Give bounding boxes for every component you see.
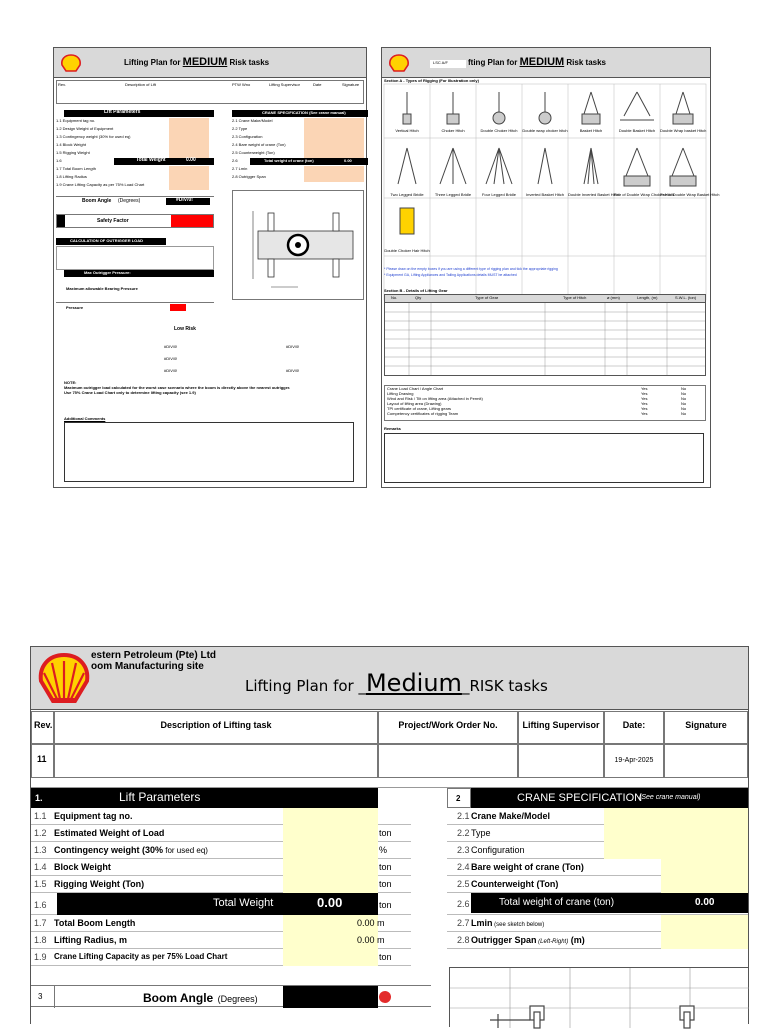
page-1-title: Lifting Plan for MEDIUM Risk tasks (124, 56, 270, 68)
page-1-additional-comments-label: Additional Comments (64, 416, 106, 421)
page-1-pressure: Pressure (56, 302, 214, 312)
page-1-notes: NOTE: Maximum outrigger load calculated for the worst case scenario where the boom is directly above the nearest outrigger. Use 75% Crane Load Chart only to determine lifting capacity (see 1.9) (64, 380, 291, 395)
supervisor-header: Lifting Supervisor (518, 711, 604, 744)
counterweight-input[interactable] (661, 876, 748, 893)
page-1-boom-angle: Boom Angle (Degrees) #DIV/0! (56, 196, 214, 206)
page-1-crane-spec-title: CRANE SPECIFICATION (See crane manual) (232, 110, 368, 117)
supervisor-value[interactable] (518, 744, 604, 778)
estimated-weight-input[interactable] (283, 825, 378, 842)
lift-row-1-1: 1.1 Equipment tag no. (31, 808, 411, 825)
page-1-crane-input-cells (304, 118, 364, 158)
error-indicator-icon (379, 991, 391, 1003)
title-band (31, 647, 748, 710)
page-title: Lifting Plan for _Medium_RISK tasks (245, 669, 548, 697)
crane-row-2-6-total: 2.6 Total weight of crane (ton) 0.00 (447, 893, 748, 915)
page-1-lift-input-cells (169, 118, 209, 158)
page-1-header (54, 48, 366, 78)
description-value[interactable] (54, 744, 378, 778)
crane-row-2-1: 2.1 Crane Make/Model (447, 808, 748, 825)
page-1-outrigger-sketch (232, 190, 364, 300)
page-2-rigging-labels: Vertical Hitch Choker Hitch Double Choker Hitch Double wrap choker hitch Basket Hitch Double Basket Hitch Double Wrap basket Hitch Two Legged Bridle Three Legged Bridle Four Legged Bridle Inverted Basket Hitch Double Inverted Basket Hitch Pair of Double Wrap Choker Hitch Pair of Double Wrap Basket Hitch Double Choker Hair Hitch (384, 128, 720, 253)
page-1-outrigger-title: CALCULATION OF OUTRIGGER LOAD (56, 238, 166, 245)
signature-header: Signature (664, 711, 748, 744)
page-1-lift-input-cells-2 (169, 166, 209, 190)
contingency-weight-input[interactable] (283, 842, 378, 859)
page-1-total-weight: Total Weight 0.00 (114, 158, 214, 165)
page-2-blue-notes: * Please draw on the empty boxes if you are using a different type of rigging plan and tick the appropriate rigging * Equipment GA, Lifting Appliances and Tailing Applications details MUST be attached (384, 267, 558, 277)
page-1-crane-spec-rows: 2.1 Crane Make/Model 2.2 Type 2.3 Configuration 2.4 Bare weight of crane (Ton) 2.5 Counterweight (Ton) 2.6 2.7 Lmin 2.8 Outrigger Span (232, 118, 286, 179)
crane-spec-num-cell: 2 (447, 788, 471, 808)
lift-row-1-4: 1.4 Block Weight ton (31, 859, 411, 876)
crane-row-2-4: 2.4 Bare weight of crane (Ton) (447, 859, 748, 876)
lifting-plan-page-2-thumbnail (381, 47, 720, 488)
lifting-plan-page-1-thumbnail (53, 47, 367, 488)
page-1-max-bearing: Maximum allowable Bearing Pressure (66, 286, 138, 291)
lmin-input[interactable] (661, 915, 748, 932)
shell-logo-icon (388, 54, 410, 72)
page-1-lift-params-rows: 1.1 Equipment tag no. 1.2 Design Weight of Equipment 1.3 Contingency weight (30% for used eq) 1.4 Block Weight 1.5 Rigging Weight 1.6 1.7 Total Boom Length 1.8 Lifting Radius 1.9 Crane Lifting Capacity as per 75% Load Chart (56, 118, 145, 187)
page-2-header (382, 48, 710, 78)
lift-parameters-section (31, 788, 411, 968)
spacer-row (31, 778, 748, 788)
page-2-section-b: Section B - Details of Lifting Gear (384, 288, 448, 293)
block-weight-input[interactable] (283, 859, 378, 876)
lift-row-1-7: 1.7 Total Boom Length 0.00 m (31, 915, 411, 932)
crane-configuration-input[interactable] (604, 842, 748, 859)
equipment-tag-input[interactable] (283, 808, 378, 825)
date-header: Date: (604, 711, 664, 744)
page-1-div0-values: #DIV/0! #DIV/0! #DIV/0! #DIV/0! #DIV/0! (164, 344, 300, 373)
crane-model-input[interactable] (604, 808, 748, 825)
lift-row-1-5: 1.5 Rigging Weight (Ton) ton (31, 876, 411, 893)
page-1-header-columns: Rev. Description of Lift PTW Wno Lifting Supervisor Date Signature (56, 80, 364, 104)
page-2-gear-table: No. Qty Type of Gear Type of Hitch ø (mm) Length, (m) S.W.L. (ton) (384, 294, 706, 376)
page-2-lsc-label: LSC A/F (430, 60, 466, 68)
crane-specification-section (447, 788, 748, 954)
lift-row-1-6-total-weight: 1.6 Total Weight 0.00 ton (31, 893, 411, 915)
page-1-max-outrigger: Max Outrigger Pressure: (64, 270, 214, 277)
company-name: estern Petroleum (Pte) Ltd oom Manufacturing site (91, 650, 217, 672)
shell-logo-icon (36, 651, 92, 707)
project-header: Project/Work Order No. (378, 711, 518, 744)
crane-row-2-5: 2.5 Counterweight (Ton) (447, 876, 748, 893)
crane-type-input[interactable] (604, 825, 748, 842)
rev-value[interactable]: 11 (31, 744, 54, 778)
date-value[interactable]: 19-Apr-2025 (604, 744, 664, 778)
bare-weight-input[interactable] (661, 859, 748, 876)
page-1-risk-label: Low Risk (174, 326, 196, 332)
signature-value[interactable] (664, 744, 748, 778)
shell-logo-icon (60, 54, 82, 72)
page-1-safety-factor: Safety Factor (56, 214, 214, 228)
boom-angle-label: Boom Angle (Degrees) (143, 991, 258, 1005)
crane-row-2-2: 2.2 Type (447, 825, 748, 842)
lift-parameters-title: 1. Lift Parameters (31, 788, 378, 808)
lift-row-1-9: 1.9 Crane Lifting Capacity as per 75% Load Chart ton (31, 949, 411, 966)
page-1-additional-comments-box (64, 422, 354, 482)
page-2-title: fting Plan for MEDIUM Risk tasks (468, 56, 606, 68)
crane-row-2-7: 2.7 Lmin (see sketch below) (447, 915, 748, 932)
crane-row-2-8: 2.8 Outrigger Span (Left-Right) (m) (447, 932, 748, 949)
doc-header-row (31, 711, 748, 744)
lift-row-1-8: 1.8 Lifting Radius, m 0.00 m (31, 932, 411, 949)
doc-value-row (31, 744, 748, 778)
page-2-remarks-label: Remarks (384, 426, 401, 431)
page-2-checklist: Crane Load Chart / Angle Chart Lifting Drawing Wind and Risk / Tilt on lifting area (Attached in Permit) Layout of lifting area (Drawing) TPI certificate of crane, Lifting gears Competency certificates of rigging Team Yes No Yes No Yes No Yes No Yes No Yes No (384, 385, 706, 421)
lift-row-1-2: 1.2 Estimated Weight of Load ton (31, 825, 411, 842)
outrigger-sketch (449, 967, 748, 1027)
page-2-remarks-box (384, 433, 704, 483)
rev-header: Rev. (31, 711, 54, 744)
crane-row-2-3: 2.3 Configuration (447, 842, 748, 859)
outrigger-span-input[interactable] (661, 932, 748, 949)
page-1-crane-total: Total weight of crane (ton) 0.00 (250, 158, 368, 165)
project-value[interactable] (378, 744, 518, 778)
page-1-outrigger-grid (56, 246, 214, 270)
page-1-lift-params-title: Lift Parameters (64, 110, 214, 117)
lift-row-1-3: 1.3 Contingency weight (30% for used eq) % (31, 842, 411, 859)
boom-angle-row: 3 Boom Angle (Degrees) (31, 985, 431, 1007)
lifting-capacity-input[interactable] (283, 949, 378, 966)
page-2-section-a: Section A - Types of Rigging (For Illustration only) (384, 78, 479, 83)
boom-angle-value[interactable] (283, 986, 378, 1008)
description-header: Description of Lifting task (54, 711, 378, 744)
page-1-crane-input-cells-2 (304, 166, 364, 182)
crane-spec-title: CRANE SPECIFICATION (See crane manual) (471, 788, 748, 808)
rigging-weight-input[interactable] (283, 876, 378, 893)
lifting-plan-zoomed (30, 646, 749, 1024)
